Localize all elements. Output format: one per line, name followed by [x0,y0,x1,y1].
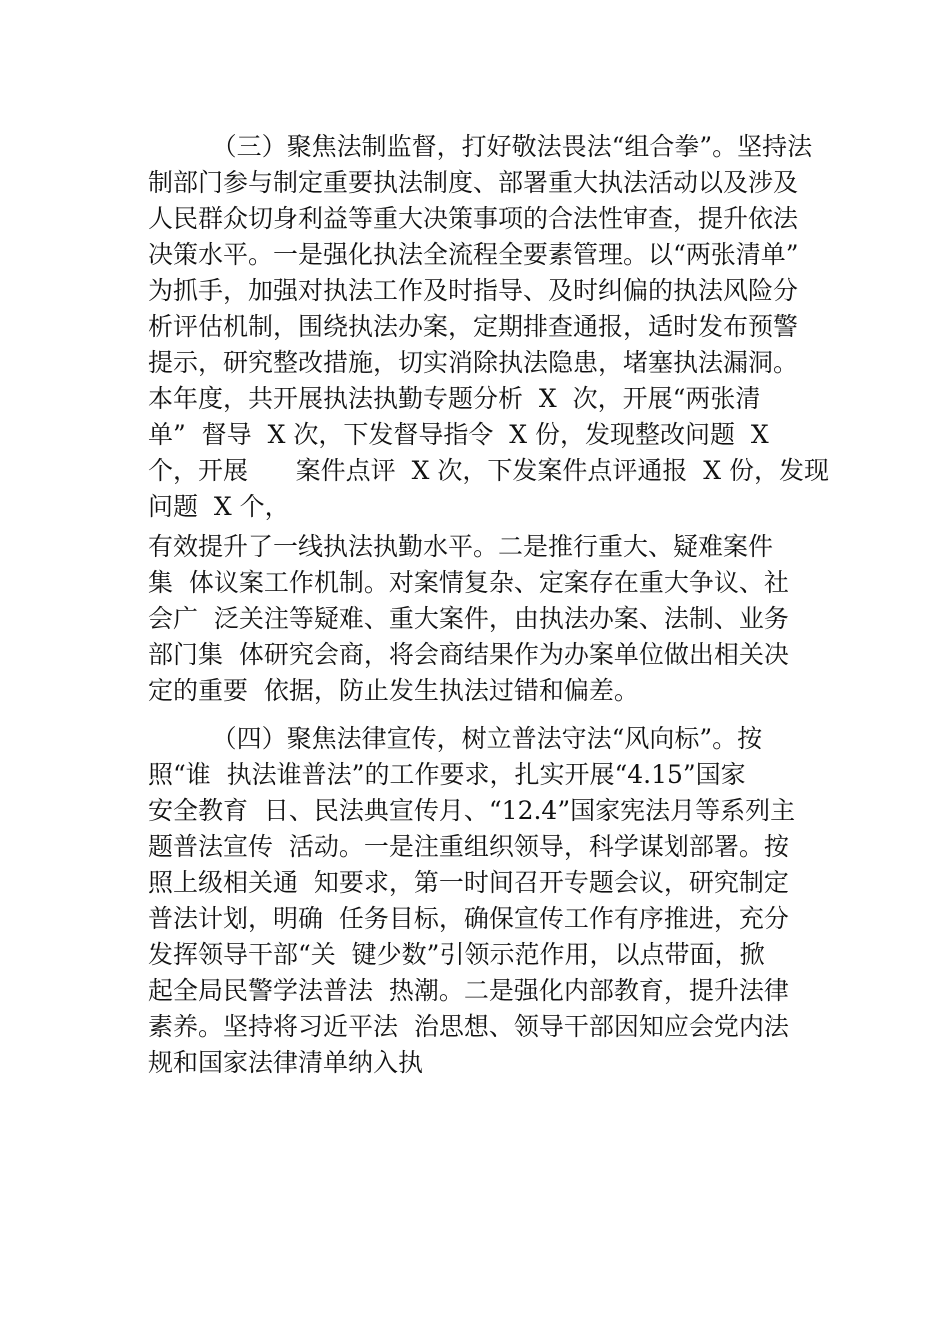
text-line: 照“谁 执法谁普法”的工作要求，扎实开展“4.15”国家 [148,760,746,789]
text-line: （三）聚焦法制监督，打好敬法畏法“组合拳”。坚持法 [148,132,813,161]
text-line: 人民群众切身利益等重大决策事项的合法性审查，提升依法 [148,204,799,233]
text-line: 为抓手，加强对执法工作及时指导、及时纠偏的执法风险分 [148,276,799,305]
text-line: 题普法宣传 活动。一是注重组织领导，科学谋划部署。按 [148,832,789,861]
text-line: （四）聚焦法律宣传，树立普法守法“风向标”。按 [148,724,763,753]
text-line: 发挥领导干部“关 键少数”引领示范作用，以点带面，掀 [148,940,765,969]
text-line: 个，开展 案件点评 X 次，下发案件点评通报 X 份，发现 [148,456,829,485]
text-line: 析评估机制，围绕执法办案，定期排查通报，适时发布预警 [148,312,799,341]
text-line: 照上级相关通 知要求，第一时间召开专题会议，研究制定 [148,868,789,897]
text-line: 制部门参与制定重要执法制度、部署重大执法活动以及涉及 [148,168,799,197]
text-line: 安全教育 日、民法典宣传月、“12.4”国家宪法月等系列主 [148,796,796,825]
text-line: 集 体议案工作机制。对案情复杂、定案存在重大争议、社 [148,568,789,597]
text-line: 部门集 体研究会商，将会商结果作为办案单位做出相关决 [148,640,789,669]
text-line: 问题 X 个， [148,492,290,521]
text-line: 单” 督导 X 次，下发督导指令 X 份，发现整改问题 X [148,420,769,449]
text-line: 本年度，共开展执法执勤专题分析 X 次，开展“两张清 [148,384,761,413]
text-line: 定的重要 依据，防止发生执法过错和偏差。 [148,676,639,705]
text-line: 提示，研究整改措施，切实消除执法隐患，堵塞执法漏洞。 [148,348,799,377]
text-line: 有效提升了一线执法执勤水平。二是推行重大、疑难案件 [148,532,774,561]
text-line: 素养。坚持将习近平法 治思想、领导干部因知应会党内法 [148,1012,789,1041]
text-line: 起全局民警学法普法 热潮。二是强化内部教育，提升法律 [148,976,789,1005]
text-line: 普法计划，明确 任务目标，确保宣传工作有序推进，充分 [148,904,789,933]
text-line: 决策水平。一是强化执法全流程全要素管理。以“两张清单” [148,240,799,269]
text-line: 规和国家法律清单纳入执 [148,1048,424,1077]
text-line: 会广 泛关注等疑难、重大案件，由执法办案、法制、业务 [148,604,789,633]
